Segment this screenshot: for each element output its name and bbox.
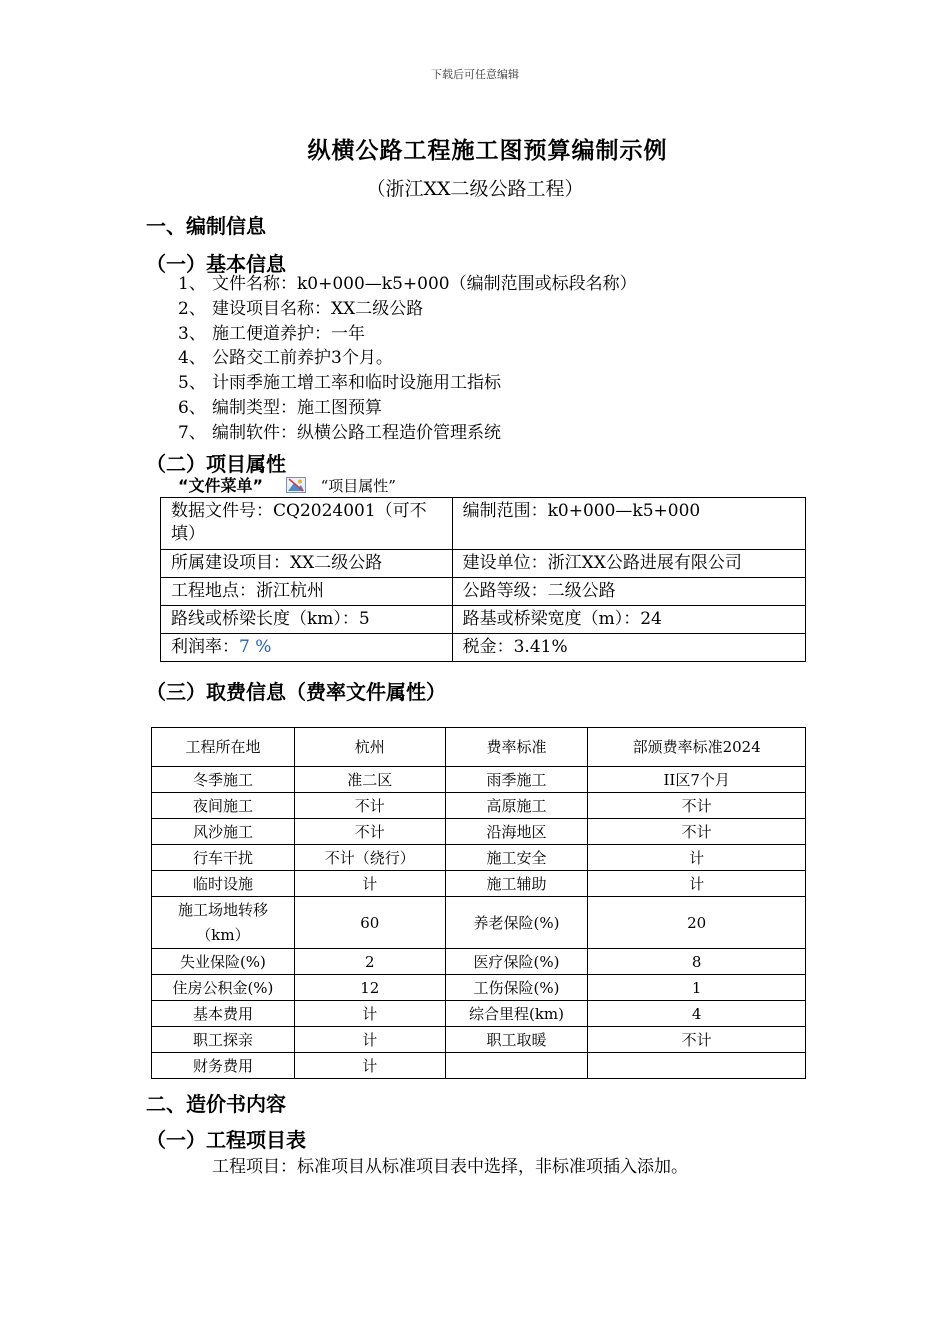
table-cell: 路线或桥梁长度（km）：5 — [161, 606, 453, 634]
list-item: 5、 计雨季施工增工率和临时设施用工指标 — [178, 373, 501, 394]
list-item: 6、 编制类型：施工图预算 — [178, 397, 382, 418]
fee-info-table — [151, 727, 806, 1079]
table-cell: 部颁费率标准2024 — [588, 728, 806, 767]
table-cell: 综合里程(km) — [445, 1001, 588, 1027]
table-cell: II区7个月 — [588, 767, 806, 793]
table-cell: 沿海地区 — [445, 819, 588, 845]
picture-icon — [286, 477, 306, 493]
table-row — [152, 949, 806, 975]
table-cell: 杭州 — [294, 728, 445, 767]
table-row — [152, 975, 806, 1001]
table-row — [152, 767, 806, 793]
table-cell: 计 — [294, 1027, 445, 1053]
list-item: 3、 施工便道养护：一年 — [178, 323, 365, 344]
table-cell — [588, 1053, 806, 1079]
subsection-heading-basic-info: （一）基本信息 — [146, 252, 286, 276]
document-title: 纵横公路工程施工图预算编制示例 — [307, 138, 668, 164]
table-cell: 路基或桥梁宽度（m）：24 — [452, 606, 805, 634]
page-header-note: 下载后可任意编辑 — [431, 68, 519, 81]
table-cell: 计 — [588, 845, 806, 871]
table-cell — [445, 1053, 588, 1079]
table-cell: 不计（绕行） — [294, 845, 445, 871]
table-cell: 60 — [294, 897, 445, 949]
section-heading-compile-info: 一、编制信息 — [146, 214, 266, 238]
list-item: 1、 文件名称：k0+000—k5+000（编制范围或标段名称） — [178, 274, 637, 294]
project-attributes-table — [160, 497, 806, 662]
table-cell: 不计 — [588, 1027, 806, 1053]
table-cell: 20 — [588, 897, 806, 949]
table-row — [152, 819, 806, 845]
table-cell: 养老保险(%) — [445, 897, 588, 949]
table-row — [161, 498, 806, 550]
project-table-description: 工程项目：标准项目从标准项目表中选择，非标准项插入添加。 — [212, 1157, 688, 1177]
file-menu-label: “文件菜单” — [178, 476, 264, 495]
profit-rate-label: 利润率： — [171, 637, 239, 657]
subsection-heading-project-attributes: （二）项目属性 — [146, 452, 286, 476]
table-cell: 住房公积金(%) — [152, 975, 295, 1001]
table-cell: 职工探亲 — [152, 1027, 295, 1053]
table-cell: 高原施工 — [445, 793, 588, 819]
table-row — [152, 728, 806, 767]
table-row — [152, 1001, 806, 1027]
table-cell: 2 — [294, 949, 445, 975]
section-heading-cost-book: 二、造价书内容 — [146, 1092, 286, 1116]
table-row — [152, 845, 806, 871]
table-cell: 不计 — [294, 819, 445, 845]
subsection-heading-project-table: （一）工程项目表 — [146, 1128, 306, 1152]
table-cell: 工伤保险(%) — [445, 975, 588, 1001]
table-cell: 数据文件号：CQ2024001（可不填） — [161, 498, 453, 550]
project-attributes-label: “项目属性” — [320, 477, 396, 495]
table-cell: 工程所在地 — [152, 728, 295, 767]
table-cell: 冬季施工 — [152, 767, 295, 793]
table-cell: 准二区 — [294, 767, 445, 793]
table-row — [152, 897, 806, 949]
table-cell: 风沙施工 — [152, 819, 295, 845]
table-cell: 职工取暖 — [445, 1027, 588, 1053]
table-row — [152, 1053, 806, 1079]
table-row — [152, 793, 806, 819]
table-cell: 不计 — [294, 793, 445, 819]
table-cell — [161, 634, 453, 662]
table-cell: 12 — [294, 975, 445, 1001]
table-cell: 施工场地转移（km） — [152, 897, 295, 949]
list-item: 2、 建设项目名称：XX二级公路 — [178, 298, 424, 319]
table-cell: 计 — [294, 1001, 445, 1027]
list-item: 7、 编制软件：纵横公路工程造价管理系统 — [178, 422, 501, 443]
table-cell: 所属建设项目：XX二级公路 — [161, 550, 453, 578]
table-cell: 施工安全 — [445, 845, 588, 871]
table-row — [152, 1027, 806, 1053]
table-cell: 8 — [588, 949, 806, 975]
table-cell: 失业保险(%) — [152, 949, 295, 975]
document-subtitle: （浙江XX二级公路工程） — [366, 178, 584, 200]
table-cell: 行车干扰 — [152, 845, 295, 871]
table-cell: 计 — [588, 871, 806, 897]
table-row — [161, 578, 806, 606]
table-cell: 建设单位：浙江XX公路进展有限公司 — [452, 550, 805, 578]
table-cell: 基本费用 — [152, 1001, 295, 1027]
table-row — [152, 871, 806, 897]
table-cell: 1 — [588, 975, 806, 1001]
table-cell: 不计 — [588, 819, 806, 845]
table-cell: 工程地点：浙江杭州 — [161, 578, 453, 606]
table-cell: 雨季施工 — [445, 767, 588, 793]
table-cell: 临时设施 — [152, 871, 295, 897]
table-cell: 财务费用 — [152, 1053, 295, 1079]
profit-rate-value: 7 % — [239, 637, 272, 657]
table-cell: 4 — [588, 1001, 806, 1027]
table-row — [161, 550, 806, 578]
table-cell: 公路等级：二级公路 — [452, 578, 805, 606]
list-item: 4、 公路交工前养护3个月。 — [178, 348, 393, 369]
table-cell: 计 — [294, 871, 445, 897]
basic-info-list — [178, 272, 637, 446]
table-cell: 医疗保险(%) — [445, 949, 588, 975]
table-cell: 夜间施工 — [152, 793, 295, 819]
table-row — [161, 606, 806, 634]
table-cell: 费率标准 — [445, 728, 588, 767]
subsection-heading-fee-info: （三）取费信息（费率文件属性） — [146, 680, 446, 704]
table-cell: 编制范围：k0+000—k5+000 — [452, 498, 805, 550]
table-cell: 税金：3.41% — [452, 634, 805, 662]
table-cell: 不计 — [588, 793, 806, 819]
menu-path — [178, 473, 396, 496]
table-cell: 计 — [294, 1053, 445, 1079]
table-cell: 施工辅助 — [445, 871, 588, 897]
table-row — [161, 634, 806, 662]
